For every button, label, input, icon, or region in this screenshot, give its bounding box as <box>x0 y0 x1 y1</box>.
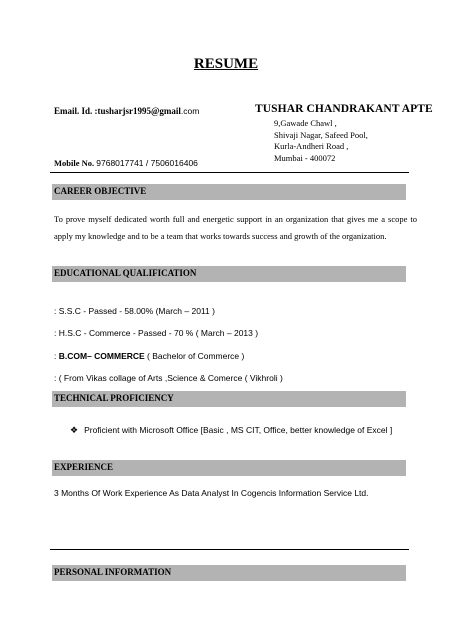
objective-paragraph: To prove myself dedicated worth full and energetic support in an organization that gives me a scope to apply my knowledge and to be a team that works towards success and growth of the organization. <box>54 214 417 241</box>
address-line-1: 9,Gawade Chawl , <box>274 118 337 128</box>
resume-title: RESUME <box>193 56 259 72</box>
section-personal-information: PERSONAL INFORMATION <box>52 565 406 581</box>
address-line-2: Shivaji Nagar, Safeed Pool, <box>274 129 368 140</box>
header-divider <box>50 172 409 173</box>
mobile-line <box>54 158 198 168</box>
technical-item-text: Proficient with Microsoft Office [Basic , MS CIT, Office, better knowledge of Excel ] <box>84 425 393 435</box>
section-experience: EXPERIENCE <box>52 460 406 476</box>
edu-bcom-degree: B.COM– COMMERCE <box>58 351 145 361</box>
email-label: Email. Id. : <box>54 106 98 116</box>
email-domain: .com <box>180 106 200 116</box>
experience-text: 3 Months Of Work Experience As Data Analyst In Cogencis Information Service Ltd. <box>54 488 369 498</box>
experience-divider <box>50 549 409 550</box>
email-user: tusharjsr1995@gmail <box>97 106 181 116</box>
candidate-name: TUSHAR CHANDRAKANT APTE <box>255 103 433 115</box>
section-educational-qualification: EDUCATIONAL QUALIFICATION <box>52 266 406 282</box>
edu-bcom-prefix: : <box>54 351 59 361</box>
technical-item <box>70 425 392 436</box>
edu-hsc: : H.S.C - Commerce - Passed - 70 % ( March – 2013 ) <box>54 328 259 338</box>
mobile-label: Mobile No. <box>54 158 95 168</box>
address-line-3: Kurla-Andheri Road , <box>274 141 349 151</box>
edu-ssc: : S.S.C - Passed - 58.00% (March – 2011 ) <box>54 306 215 316</box>
diamond-bullet-icon: ❖ <box>70 425 79 435</box>
section-technical-proficiency: TECHNICAL PROFICIENCY <box>52 391 406 407</box>
edu-college: : ( From Vikas collage of Arts ,Science & Comerce ( Vikhroli ) <box>54 373 283 383</box>
edu-bcom-detail: ( Bachelor of Commerce ) <box>144 351 245 361</box>
address-line-4: Mumbai - 400072 <box>274 152 336 163</box>
email-line <box>54 106 199 116</box>
mobile-value: 9768017741 / 7506016406 <box>96 158 198 168</box>
section-career-objective: CAREER OBJECTIVE <box>52 184 406 200</box>
edu-bcom <box>54 351 244 361</box>
